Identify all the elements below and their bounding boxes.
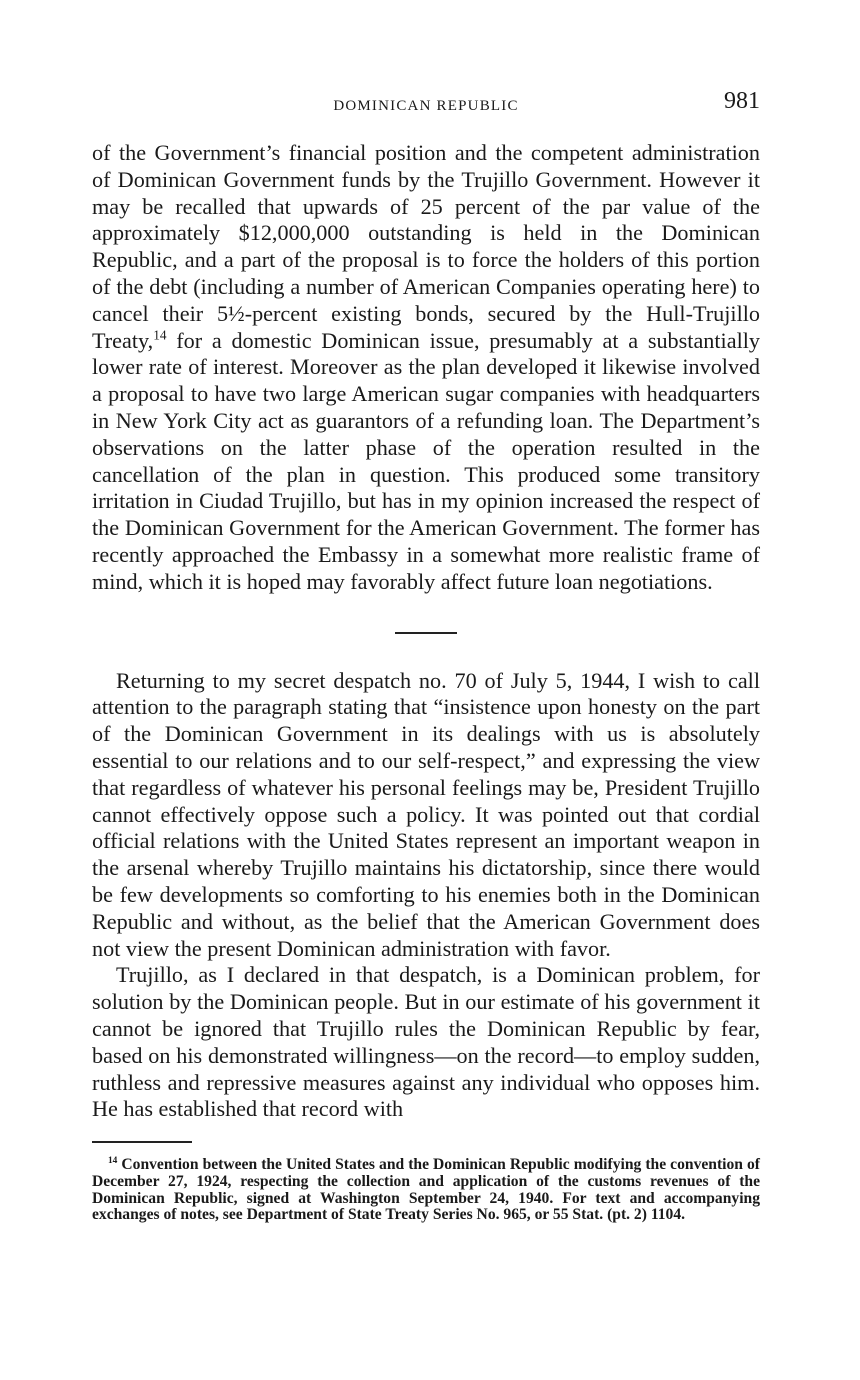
paragraph-2: Returning to my secret despatch no. 70 of July 5, 1944, I wish to call attention to the paragraph stating that “insistence upon honesty on the part of the Dominican Government in its dealings with us is absolutely essential to our relations and to our self-respect,” and expressing the view that regardless of whatever his personal feelings may be, President Trujillo cannot effectively oppose such a policy. It was pointed out that cordial official relations with the United States represent an important weapon in the arsenal whereby Trujillo maintains his dictatorship, since there would be few developments so comforting to his enemies both in the Dominican Republic and without, as the belief that the American Government does not view the present Dominican administration with favor. <box>92 667 760 961</box>
document-page <box>92 88 760 1224</box>
paragraph-1 <box>92 140 760 596</box>
footnote-14 <box>92 1157 760 1224</box>
paragraph-1-text-end: for a domestic Dominican issue, presumably at a substantially lower rate of interest. Moreover as the plan developed it likewise involved a proposal to have two large American sugar companies with headquarters in New York City act as guarantors of a refunding loan. The Department’s observations on the latter phase of the operation resulted in the cancellation of the plan in question. This produced some transitory irritation in Ciudad Trujillo, but has in my opinion increased the respect of the Dominican Government for the American Government. The former has recently approached the Embassy in a somewhat more realistic frame of mind, which it is hoped may favorably affect future loan negotiations. <box>92 327 760 594</box>
section-divider <box>395 632 457 634</box>
footnote-divider <box>92 1141 192 1143</box>
footnote-reference-14: 14 <box>153 327 167 343</box>
running-head <box>92 88 760 124</box>
footnote-text: Convention between the United States and the Dominican Republic modifying the convention of December 27, 1924, respecting the collection and application of the customs revenues of the Dominican Republic, signed at Washington September 24, 1940. For text and accompanying exchanges of notes, see Department of State Treaty Series No. 965, or 55 Stat. (pt. 2) 1104. <box>92 1156 760 1224</box>
paragraph-3: Trujillo, as I declared in that despatch, is a Dominican problem, for solution by the Dominican people. But in our estimate of his government it cannot be ignored that Trujillo rules the Dominican Republic by fear, based on his demonstrated willingness—on the record—to employ sudden, ruthless and repressive measures against any individual who opposes him. He has established that record with <box>92 962 760 1122</box>
paragraph-1-text-start: of the Government’s financial position and the competent administration of Dominican Government funds by the Trujillo Government. However it may be recalled that upwards of 25 percent of the par value of the approximately $12,000,000 outstanding is held in the Dominican Republic, and a part of the proposal is to force the holders of this portion of the debt (including a number of American Companies operating here) to cancel their 5½-percent existing bonds, secured by the Hull-Trujillo Treaty, <box>92 140 760 353</box>
footnotes <box>92 1157 760 1224</box>
footnote-marker: 14 <box>108 1155 118 1166</box>
running-title: DOMINICAN REPUBLIC <box>333 98 519 114</box>
page-number: 981 <box>724 88 760 114</box>
